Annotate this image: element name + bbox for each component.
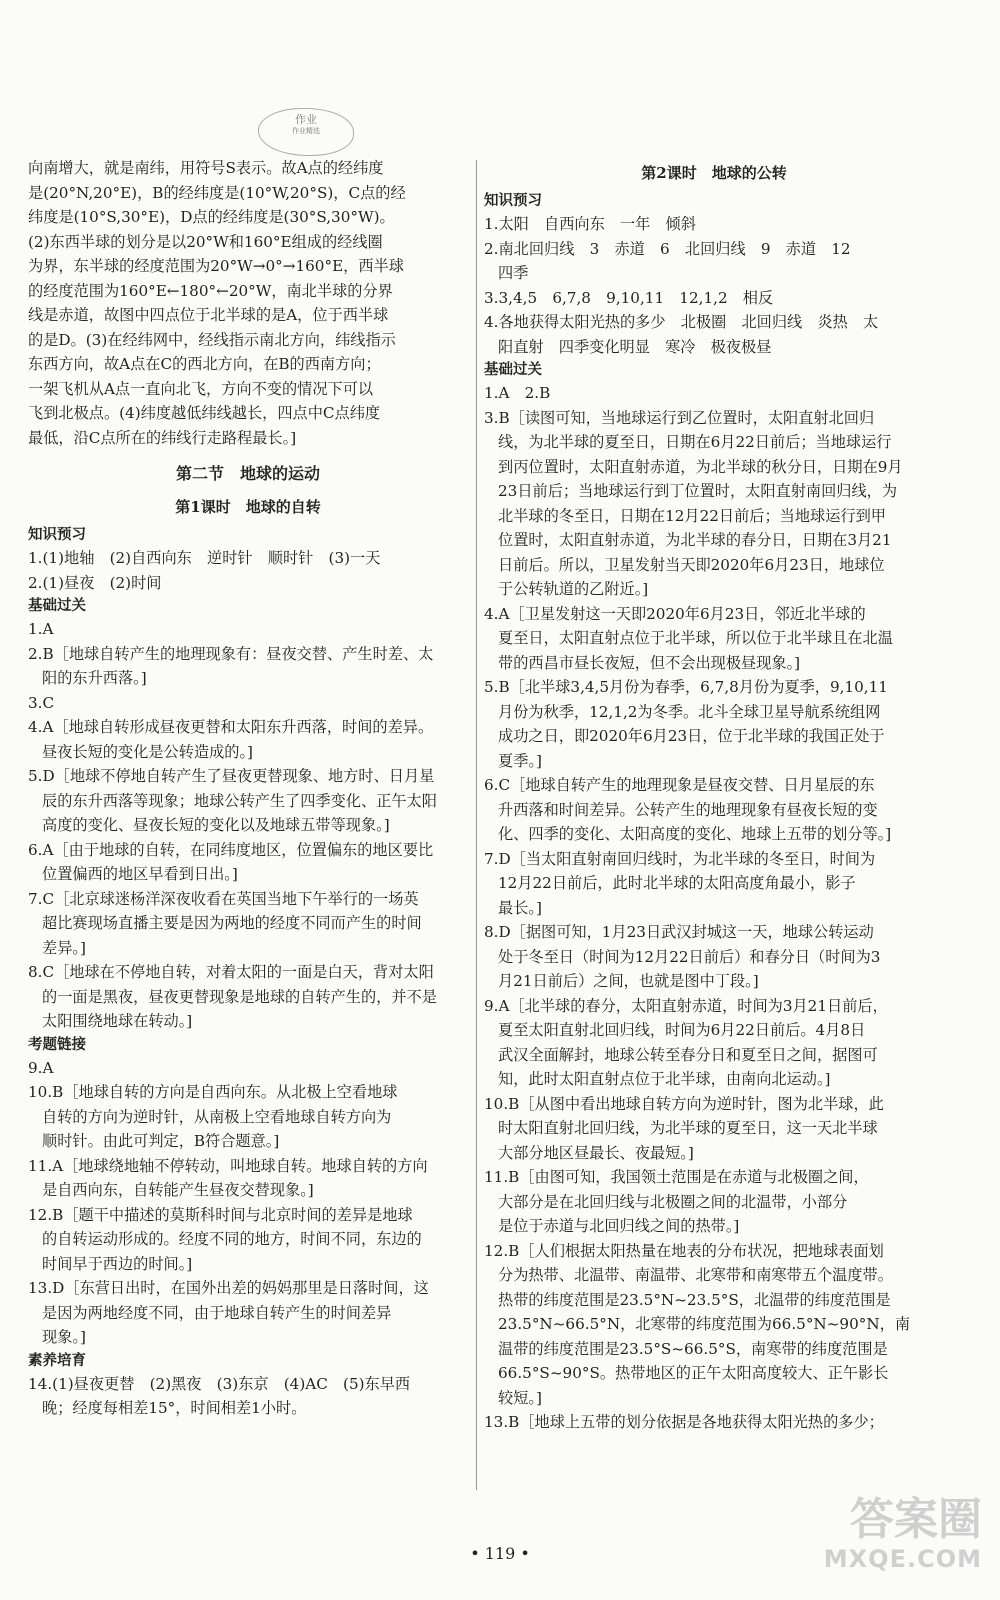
lesson-title: 第2课时 地球的公转 (641, 164, 787, 182)
answer-line: 到丙位置时，太阳直射赤道，为北半球的秋分日，日期在9月 (498, 457, 903, 476)
answer-line: 3.3,4,5 6,7,8 9,10,11 12,1,2 相反 (484, 288, 774, 307)
page-number: • 119 • (470, 1544, 530, 1563)
answer-line: 10.B［从图中看出地球自转方向为逆时针，图为北半球，此 (484, 1094, 884, 1113)
answer-line: 2.B［地球自转产生的地理现象有：昼夜交替、产生时差、太 (28, 644, 434, 663)
answer-line: 4.各地获得太阳光热的多少 北极圈 北回归线 炎热 太 (484, 313, 879, 331)
answer-line: 1.A 2.B (484, 384, 551, 402)
answer-line: 23.5°N~66.5°N，北寒带的纬度范围为66.5°N~90°N，南 (498, 1315, 911, 1333)
subheading-basic: 基础过关 (484, 362, 542, 378)
answer-line: 12.B［题干中描述的莫斯科时间与北京时间的差异是地球 (28, 1205, 413, 1224)
subheading-quality: 素养培育 (28, 1352, 86, 1369)
answer-line: 知，此时太阳直射点位于北半球，由南向北运动。] (498, 1070, 831, 1088)
answer-line: 2.(1)昼夜 (2)时间 (28, 573, 162, 592)
answer-line: 8.C［地球在不停地自转，对着太阳的一面是白天，背对太阳 (28, 963, 434, 981)
stamp-subtitle: 作业精选 (292, 127, 320, 135)
answer-line: 太阳围绕地球在转动。] (42, 1012, 193, 1030)
answer-line: 四季 (498, 264, 529, 282)
answer-line: 成功之日，即2020年6月23日，位于北半球的我国正处于 (498, 727, 885, 745)
text-line: 的是D。(3)在经纬网中，经线指示南北方向，纬线指示 (28, 330, 396, 349)
answer-line: 夏季。] (498, 751, 542, 770)
answer-line: 8.D［据图可知，1月23日武汉封城这一天，地球公转运动 (484, 923, 874, 941)
column-divider (476, 160, 477, 1490)
answer-line: 大部分地区昼最长、夜最短。] (498, 1143, 694, 1162)
answer-line: 66.5°S~90°S。热带地区的正午太阳高度较大、正午影长 (498, 1364, 889, 1382)
answer-line: 3.B［读图可知，当地球运行到乙位置时，太阳直射北回归 (484, 408, 875, 427)
answer-line: 日前后。所以，卫星发射当天即2020年6月23日，地球位 (498, 555, 885, 574)
answer-line: 13.B［地球上五带的划分依据是各地获得太阳光热的多少； (484, 1413, 884, 1431)
answer-line: 14.(1)昼夜更替 (2)黑夜 (3)东京 (4)AC (5)东早西 (28, 1374, 411, 1393)
left-column (28, 156, 468, 1421)
subheading-preview: 知识预习 (28, 527, 86, 543)
text-line: 一架飞机从A点一直向北飞，方向不变的情况下可以 (28, 379, 374, 398)
answer-line: 位置偏西的地区早看到日出。] (42, 865, 238, 883)
answer-line: 带的西昌市昼长夜短，但不会出现极昼现象。] (498, 653, 801, 672)
answer-line: 热带的纬度范围是23.5°N~23.5°S，北温带的纬度范围是 (498, 1290, 891, 1309)
answer-line: 自转的方向为逆时针，从南极上空看地球自转方向为 (42, 1107, 392, 1126)
watermark-url: MXQE.COM (823, 1545, 982, 1573)
text-line: (2)东西半球的划分是以20°W和160°E组成的经线圈 (28, 232, 383, 251)
subheading-basic: 基础过关 (28, 598, 86, 614)
answer-line: 12.B［人们根据太阳热量在地表的分布状况，把地球表面划 (484, 1241, 884, 1260)
lesson-title: 第1课时 地球的自转 (175, 498, 321, 516)
answer-line: 是位于赤道与北回归线之间的热带。] (498, 1217, 740, 1235)
answer-line: 11.B［由图可知，我国领土范围是在赤道与北极圈之间， (484, 1168, 869, 1186)
answer-line: 武汉全面解封，地球公转至春分日和夏至日之间，据图可 (498, 1045, 878, 1064)
answer-line: 5.B［北半球3,4,5月份为春季，6,7,8月份为夏季，9,10,11 (484, 678, 888, 696)
answer-line: 温带的纬度范围是23.5°S~66.5°S，南寒带的纬度范围是 (498, 1339, 888, 1358)
answer-line: 5.D［地球不停地自转产生了昼夜更替现象、地方时、日月星 (28, 767, 435, 785)
answer-line: 的一面是黑夜，昼夜更替现象是地球的自转产生的，并不是 (42, 987, 437, 1006)
answer-line: 1.(1)地轴 (2)自西向东 逆时针 顺时针 (3)一天 (28, 549, 381, 567)
answer-line: 分为热带、北温带、南温带、北寒带和南寒带五个温度带。 (498, 1266, 893, 1284)
answer-line: 1.太阳 自西向东 一年 倾斜 (484, 215, 696, 233)
answer-line: 最长。] (498, 898, 542, 917)
answer-line: 月21日前后）之间，也就是图中丁段。] (498, 972, 759, 990)
answer-line: 10.B［地球自转的方向是自西向东。从北极上空看地球 (28, 1083, 398, 1101)
text-line: 最低，沿C点所在的纬线行走路程最长。] (28, 428, 297, 447)
stamp-title: 作业 (295, 113, 317, 126)
intro-paragraph (28, 156, 468, 450)
text-line: 的经度范围为160°E←180°←20°W，南北半球的分界 (28, 281, 393, 300)
answer-line: 9.A (28, 1058, 54, 1077)
answer-line: 7.D［当太阳直射南回归线时，为北半球的冬至日，时间为 (484, 849, 876, 868)
answer-line: 于公转轨道的乙附近。] (498, 580, 649, 598)
answer-line: 9.A［北半球的春分，太阳直射赤道，时间为3月21日前后， (484, 996, 888, 1015)
text-line: 线是赤道，故图中四点位于北半球的是A，位于西半球 (28, 306, 389, 324)
text-line: 向南增大，就是南纬，用符号S表示。故A点的经纬度 (28, 159, 384, 177)
answer-line: 线，为北半球的夏至日，日期在6月22日前后；当地球运行 (498, 433, 892, 451)
answer-line: 北半球的冬至日，日期在12月22日前后；当地球运行到甲 (498, 506, 886, 525)
watermark (782, 1495, 982, 1595)
answer-line: 升西落和时间差异。公转产生的地理现象有昼夜长短的变 (498, 800, 878, 819)
answer-line: 23日前后；当地球运行到丁位置时，太阳直射南回归线，为 (498, 482, 898, 500)
section-title: 第二节 地球的运动 (175, 464, 320, 483)
text-line: 是(20°N,20°E)，B的经纬度是(10°W,20°S)，C点的经 (28, 183, 406, 202)
answer-line: 阳直射 四季变化明显 寒冷 极夜极昼 (498, 337, 772, 356)
answer-line: 夏至太阳直射北回归线，时间为6月22日前后。4月8日 (498, 1021, 866, 1039)
answer-line: 7.C［北京球迷杨洋深夜收看在英国当地下午举行的一场英 (28, 889, 419, 908)
answer-line: 6.A［由于地球的自转，在同纬度地区，位置偏东的地区要比 (28, 840, 434, 859)
answer-line: 晚；经度每相差15°，时间相差1小时。 (42, 1399, 307, 1417)
answer-line: 时间早于西边的时间。] (42, 1254, 193, 1273)
answer-line: 高度的变化、昼夜长短的变化以及地球五带等现象。] (42, 816, 390, 834)
answer-line: 2.南北回归线 3 赤道 6 北回归线 9 赤道 12 (484, 239, 851, 258)
answer-line: 超比赛现场直播主要是因为两地的经度不同而产生的时间 (42, 914, 422, 932)
answer-line: 昼夜长短的变化是公转造成的。] (42, 742, 253, 761)
subheading-exam: 考题链接 (28, 1036, 86, 1053)
answer-line: 现象。] (42, 1328, 86, 1346)
answer-line: 是自西向东，自转能产生昼夜交替现象。] (42, 1181, 314, 1199)
watermark-logo: 答案圈 (850, 1494, 982, 1545)
faint-stamp (132, 1420, 202, 1442)
answer-line: 夏至日，太阳直射点位于北半球，所以位于北半球且在北温 (498, 629, 893, 647)
text-line: 东西方向，故A点在C的西北方向，在B的西南方向； (28, 355, 381, 373)
answer-line: 阳的东升西落。] (42, 669, 147, 687)
subheading-preview: 知识预习 (484, 193, 542, 209)
answer-line: 较短。] (498, 1388, 542, 1407)
answer-line: 3.C (28, 693, 55, 712)
homework-stamp (258, 108, 354, 156)
answer-line: 差异。] (42, 938, 86, 957)
answer-line: 13.D［东营日出时，在国外出差的妈妈那里是日落时间，这 (28, 1279, 429, 1297)
answer-line: 位置时，太阳直射赤道，为北半球的春分日，日期在3月21 (498, 531, 892, 549)
text-line: 为界，东半球的经度范围为20°W→0°→160°E，西半球 (28, 257, 404, 275)
answer-line: 11.A［地球绕地轴不停转动，叫地球自转。地球自转的方向 (28, 1156, 428, 1175)
answer-line: 的自转运动形成的。经度不同的地方，时间不同，东边的 (42, 1230, 422, 1248)
answer-line: 大部分是在北回归线与北极圈之间的北温带，小部分 (498, 1192, 848, 1211)
answer-line: 月份为秋季，12,1,2为冬季。北斗全球卫星导航系统组网 (498, 702, 881, 721)
answer-line: 1.A (28, 620, 54, 638)
answer-line: 辰的东升西落等现象；地球公转产生了四季变化、正午太阳 (42, 791, 437, 810)
answer-line: 6.C［地球自转产生的地理现象是昼夜交替、日月星辰的东 (484, 776, 875, 794)
answer-line: 处于冬至日（时间为12月22日前后）和春分日（时间为3 (498, 947, 881, 966)
right-column (484, 156, 944, 1435)
answer-line: 4.A［地球自转形成昼夜更替和太阳东升西落，时间的差异。 (28, 718, 434, 736)
text-line: 飞到北极点。(4)纬度越低纬线越长，四点中C点纬度 (28, 404, 381, 422)
answer-line: 顺时针。由此可判定，B符合题意。] (42, 1132, 280, 1150)
answer-line: 化、四季的变化、太阳高度的变化、地球上五带的划分等。] (498, 825, 892, 843)
text-line: 纬度是(10°S,30°E)，D点的经纬度是(30°S,30°W)。 (28, 208, 395, 226)
answer-line: 12月22日前后，此时北半球的太阳高度角最小，影子 (498, 874, 856, 892)
answer-line: 时太阳直射北回归线，为北半球的夏至日，这一天北半球 (498, 1119, 878, 1137)
answer-line: 4.A［卫星发射这一天即2020年6月23日，邻近北半球的 (484, 604, 866, 623)
answer-line: 是因为两地经度不同，由于地球自转产生的时间差异 (42, 1303, 392, 1322)
